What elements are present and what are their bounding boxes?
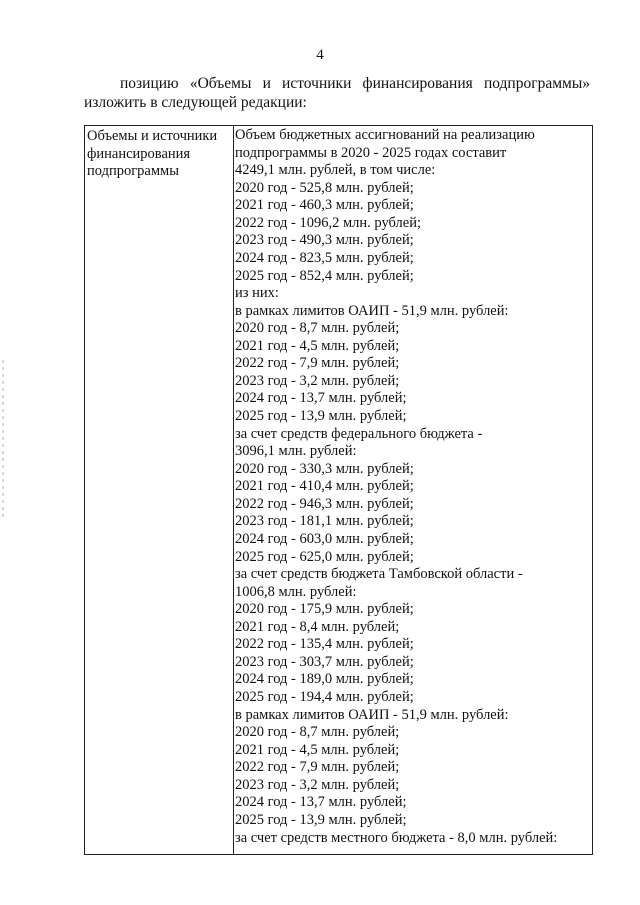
financing-line: 3096,1 млн. рублей: [235,443,357,460]
financing-line: 2023 год - 3,2 млн. рублей; [235,372,400,389]
financing-line: за счет средств федерального бюджета - [235,425,483,442]
financing-line: 2022 год - 1096,2 млн. рублей; [235,214,422,231]
financing-line: 4249,1 млн. рублей, в том числе: [235,162,436,179]
financing-line: Объем бюджетных ассигнований на реализацию [235,127,535,143]
financing-line: за счет средств местного бюджета - 8,0 млн. рублей: [235,829,558,846]
financing-line: 2024 год - 603,0 млн. рублей; [235,530,414,547]
scan-edge-artifact [2,360,4,520]
financing-line: 2020 год - 330,3 млн. рублей; [235,460,414,477]
financing-line: 2023 год - 303,7 млн. рублей; [235,653,414,670]
financing-line: 2020 год - 175,9 млн. рублей; [235,601,414,618]
financing-line: 2021 год - 460,3 млн. рублей; [235,197,414,214]
financing-line: 2024 год - 13,7 млн. рублей; [235,794,407,811]
financing-line: 2022 год - 135,4 млн. рублей; [235,636,414,653]
financing-line: 2022 год - 7,9 млн. рублей; [235,355,400,372]
financing-line: за счет средств бюджета Тамбовской области - [235,566,523,583]
heading-line: Объемы и источники [87,128,218,144]
financing-line: 2020 год - 8,7 млн. рублей; [235,320,400,337]
table-cell-heading [85,126,234,854]
heading-line: подпрограммы [87,163,179,179]
financing-line: 2023 год - 3,2 млн. рублей; [235,776,400,793]
financing-line: в рамках лимитов ОАИП - 51,9 млн. рублей: [235,302,509,319]
financing-line: 2025 год - 13,9 млн. рублей; [235,811,407,828]
financing-line: 2020 год - 8,7 млн. рублей; [235,724,400,741]
table-cell-financing-details [234,126,592,854]
financing-line: 2023 год - 181,1 млн. рублей; [235,513,414,530]
intro-line-2: изложить в следующей редакции: [84,94,307,111]
financing-line: 2024 год - 13,7 млн. рублей; [235,390,407,407]
heading-line: финансирования [87,145,191,162]
financing-table [84,125,593,855]
financing-line: 2021 год - 4,5 млн. рублей; [235,741,400,758]
financing-line: 2025 год - 194,4 млн. рублей; [235,689,414,705]
intro-paragraph [84,74,590,112]
financing-line: 2022 год - 946,3 млн. рублей; [235,495,414,512]
financing-line: из них: [235,285,279,302]
financing-line: 2025 год - 852,4 млн. рублей; [235,267,414,284]
financing-line: 2021 год - 4,5 млн. рублей; [235,337,400,354]
financing-line: 2022 год - 7,9 млн. рублей; [235,759,400,776]
financing-line: подпрограммы в 2020 - 2025 годах составит [235,144,507,161]
financing-line: 2024 год - 823,5 млн. рублей; [235,249,414,266]
financing-line: в рамках лимитов ОАИП - 51,9 млн. рублей: [235,706,509,723]
intro-line-1: позицию «Объемы и источники финансирования подпрограммы» [120,75,590,92]
financing-line: 2025 год - 13,9 млн. рублей; [235,408,407,424]
financing-line: 2021 год - 8,4 млн. рублей; [235,618,400,635]
financing-line: 2023 год - 490,3 млн. рублей; [235,232,414,249]
page-number: 4 [316,47,324,63]
financing-line: 2025 год - 625,0 млн. рублей; [235,548,414,565]
financing-line: 2024 год - 189,0 млн. рублей; [235,671,414,688]
financing-line: 2020 год - 525,8 млн. рублей; [235,179,414,196]
financing-line: 2021 год - 410,4 млн. рублей; [235,478,414,495]
financing-line: 1006,8 млн. рублей: [235,583,357,600]
